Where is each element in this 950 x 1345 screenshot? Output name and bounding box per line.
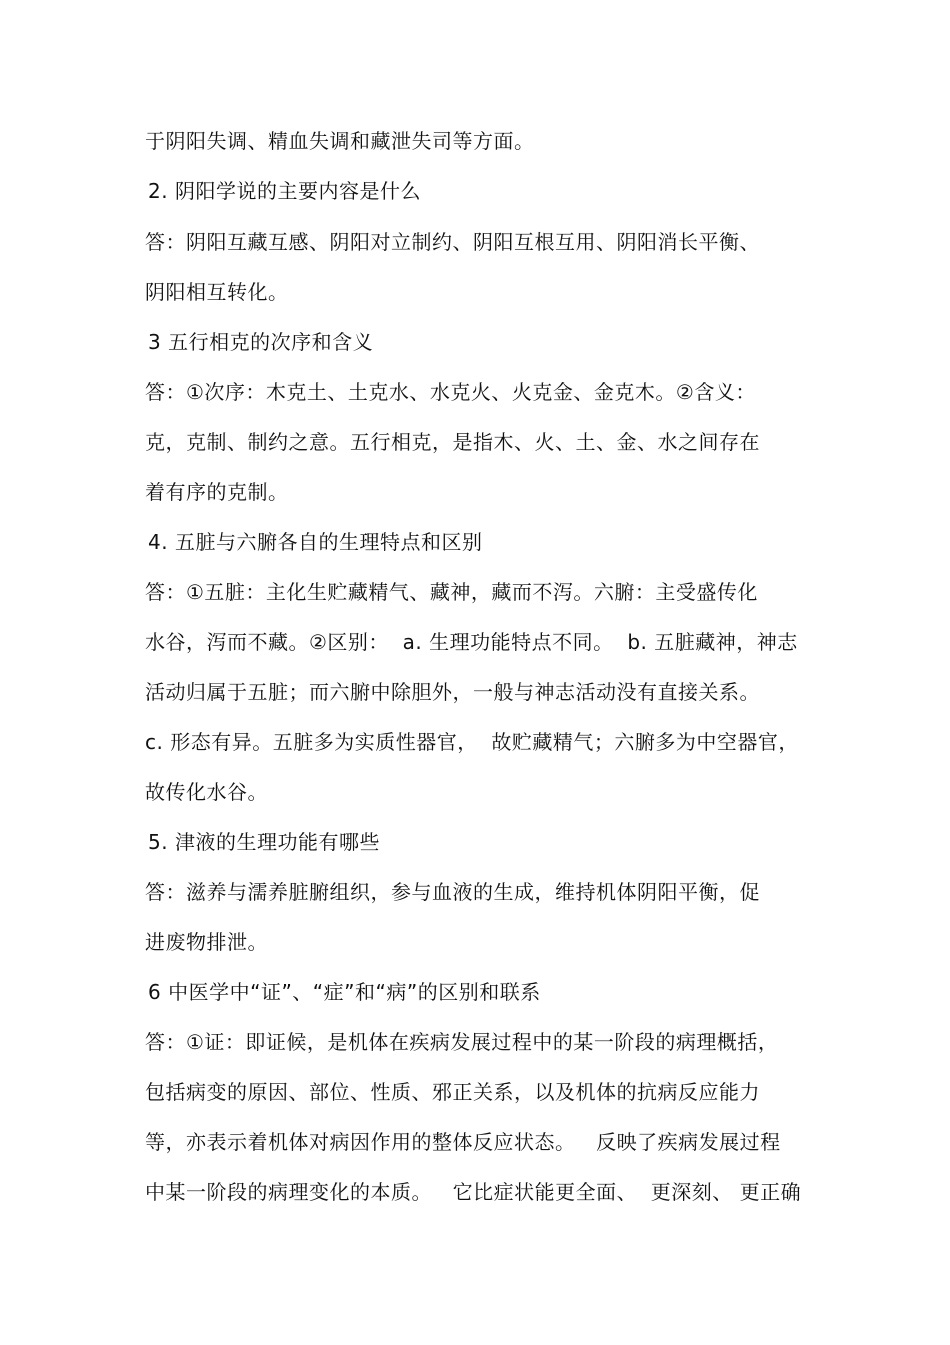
answer-line: 水谷，泻而不藏。②区别： a. 生理功能特点不同。 b. 五脏藏神，神志: [145, 630, 798, 654]
answer-line: 着有序的克制。: [145, 480, 289, 504]
answer-line: 进废物排泄。: [145, 930, 268, 954]
question-heading: 2. 阴阳学说的主要内容是什么: [148, 179, 421, 203]
answer-line: c. 形态有异。五脏多为实质性器官， 故贮藏精气；六腑多为中空器官，: [145, 730, 799, 754]
answer-line: 克，克制、制约之意。五行相克，是指木、火、土、金、水之间存在: [145, 430, 760, 454]
answer-line: 活动归属于五脏；而六腑中除胆外，一般与神志活动没有直接关系。: [145, 680, 760, 704]
answer-line: 答：①次序：木克土、土克水、水克火、火克金、金克木。②含义：: [145, 380, 756, 404]
answer-line: 答：①五脏：主化生贮藏精气、藏神，藏而不泻。六腑：主受盛传化: [145, 580, 758, 604]
answer-line: 答：滋养与濡养脏腑组织，参与血液的生成，维持机体阴阳平衡，促: [145, 880, 760, 904]
answer-line: 等，亦表示着机体对病因作用的整体反应状态。 反映了疾病发展过程: [145, 1130, 781, 1154]
answer-line: 中某一阶段的病理变化的本质。 它比症状能更全面、 更深刻、 更正确: [145, 1180, 802, 1204]
answer-line: 包括病变的原因、部位、性质、邪正关系，以及机体的抗病反应能力: [145, 1080, 760, 1104]
answer-line: 故传化水谷。: [145, 780, 268, 804]
question-heading: 6 中医学中“证”、“症”和“病”的区别和联系: [148, 980, 541, 1004]
answer-line: 答：阴阳互藏互感、阴阳对立制约、阴阳互根互用、阴阳消长平衡、: [145, 230, 760, 254]
text-line: 于阴阳失调、精血失调和藏泄失司等方面。: [145, 129, 535, 153]
answer-line: 答：①证：即证候，是机体在疾病发展过程中的某一阶段的病理概括，: [145, 1030, 779, 1054]
question-heading: 3 五行相克的次序和含义: [148, 330, 374, 354]
answer-line: 阴阳相互转化。: [145, 280, 289, 304]
question-heading: 4. 五脏与六腑各自的生理特点和区别: [148, 530, 483, 554]
question-heading: 5. 津液的生理功能有哪些: [148, 830, 380, 854]
